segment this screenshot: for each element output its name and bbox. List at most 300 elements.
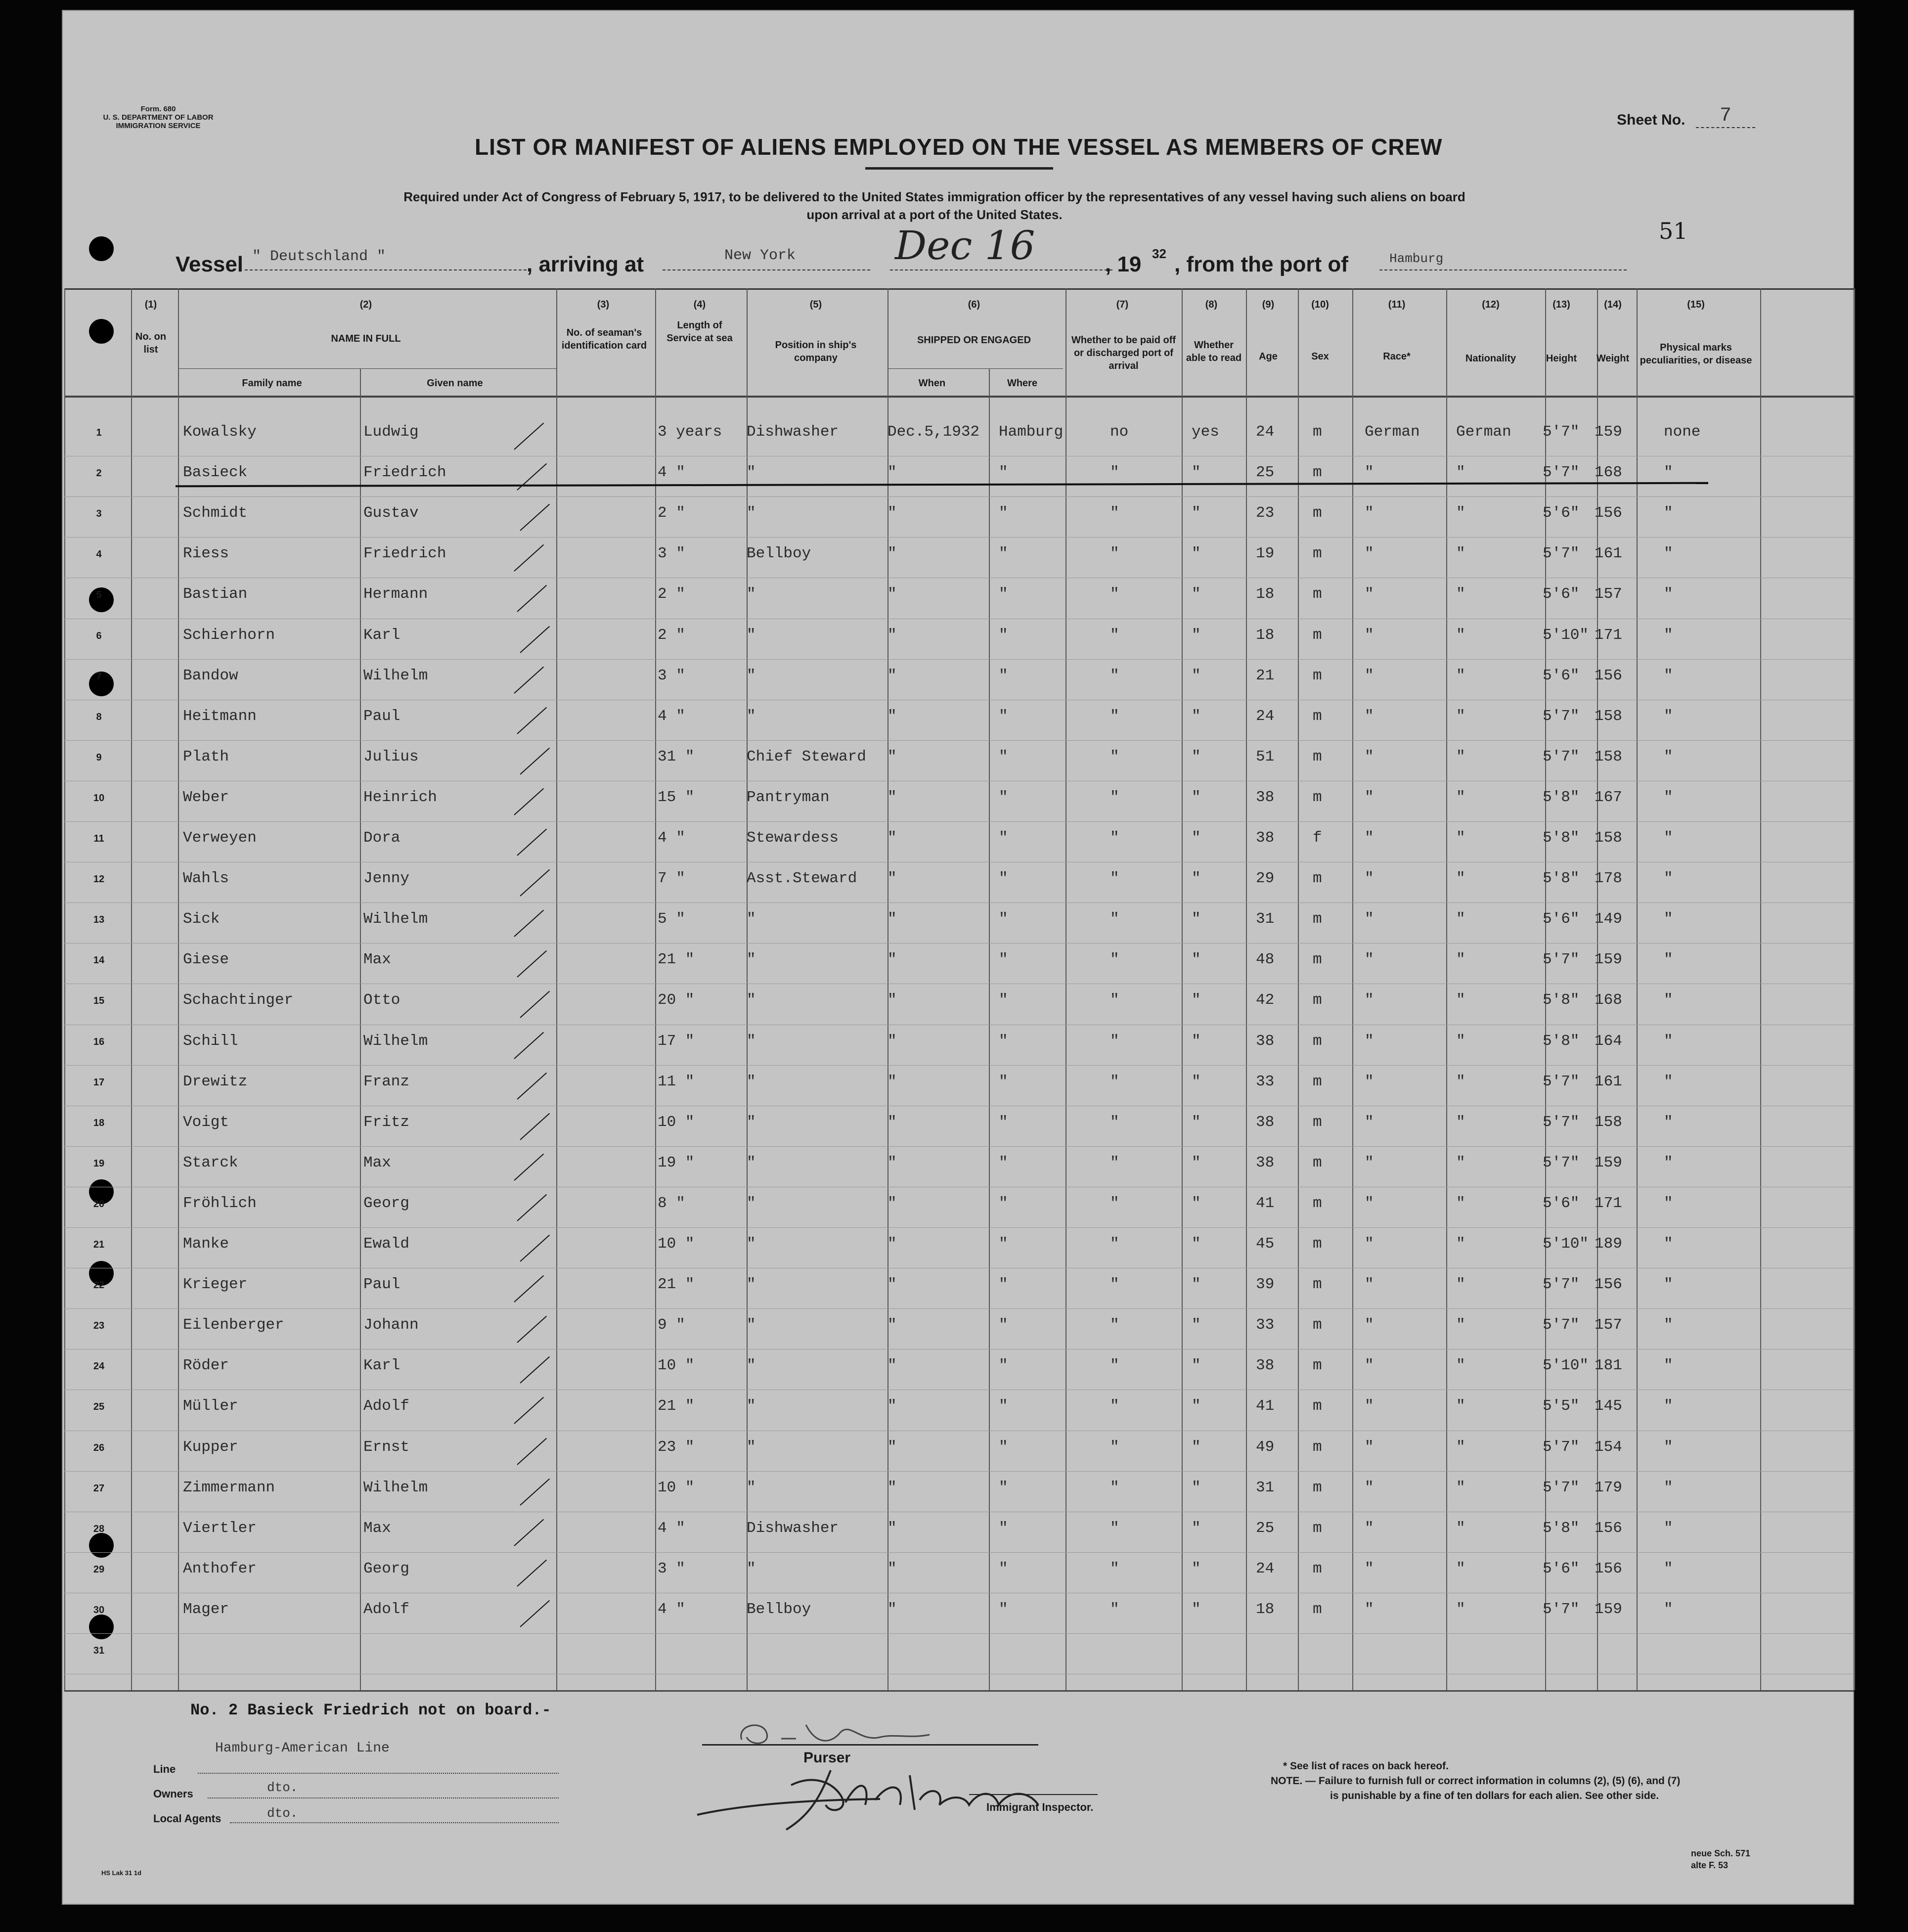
cell-race: " — [1365, 1235, 1374, 1253]
line-value: Hamburg-American Line — [215, 1741, 390, 1756]
cell-when: " — [887, 1073, 897, 1090]
col-header-height: Height — [1546, 353, 1577, 364]
cell-marks: " — [1664, 464, 1673, 482]
column-rule — [1637, 288, 1638, 1690]
cell-when: " — [887, 626, 897, 644]
column-rule — [989, 368, 990, 1690]
cell-position: Asst.Steward — [747, 870, 857, 888]
cell-read: " — [1192, 991, 1201, 1009]
col-header-weight: Weight — [1596, 353, 1630, 364]
cell-race: " — [1365, 707, 1374, 725]
print-code-old: alte F. 53 — [1691, 1860, 1729, 1870]
cell-when: " — [887, 1276, 897, 1294]
cell-where: " — [999, 1073, 1008, 1090]
cell-height: 5'7" — [1543, 423, 1580, 441]
cell-height: 5'6" — [1543, 585, 1580, 603]
cell-position: " — [747, 585, 756, 603]
cell-nat: " — [1456, 1397, 1465, 1415]
cell-position: Dishwasher — [747, 423, 839, 441]
cell-read: " — [1192, 667, 1201, 684]
cell-height: 5'6" — [1543, 910, 1580, 928]
cell-nat: " — [1456, 585, 1465, 603]
cell-given: Hermann — [363, 585, 428, 603]
cell-where: " — [999, 626, 1008, 644]
cell-length: 17 " — [658, 1032, 695, 1050]
cell-age: 31 — [1256, 1479, 1275, 1496]
cell-weight: 156 — [1595, 504, 1622, 522]
cell-given: Friedrich — [363, 545, 446, 563]
cell-race: " — [1365, 1600, 1374, 1618]
agents-underline — [230, 1822, 559, 1823]
col-header-nationality: Nationality — [1465, 353, 1516, 364]
cell-length: 4 " — [658, 829, 685, 847]
cell-position: " — [747, 1276, 756, 1294]
column-rule — [1298, 288, 1299, 1690]
cell-length: 3 " — [658, 1560, 685, 1577]
cell-weight: 178 — [1595, 870, 1622, 888]
from-port: Hamburg — [1389, 251, 1444, 266]
cell-position: Stewardess — [747, 829, 839, 847]
cell-given: Wilhelm — [363, 1479, 428, 1496]
cell-paid: " — [1110, 951, 1119, 969]
cell-age: 18 — [1256, 585, 1275, 603]
cell-race: " — [1365, 1113, 1374, 1131]
cell-length: 3 " — [658, 545, 685, 563]
arriving-port: New York — [724, 247, 796, 264]
cell-race: " — [1365, 667, 1374, 684]
cell-weight: 158 — [1595, 748, 1622, 765]
cell-nat: " — [1456, 1519, 1465, 1537]
row-number: 16 — [93, 1036, 105, 1047]
column-rule — [360, 368, 361, 1690]
cell-family: Schill — [183, 1032, 238, 1050]
cell-paid: " — [1110, 1600, 1119, 1618]
cell-height: 5'8" — [1543, 870, 1580, 888]
cell-age: 24 — [1256, 707, 1275, 725]
manifest-sheet — [62, 10, 1854, 1905]
cell-position: Dishwasher — [747, 1519, 839, 1537]
cell-sex: m — [1313, 1316, 1322, 1334]
cell-height: 5'7" — [1543, 1316, 1580, 1334]
cell-weight: 156 — [1595, 667, 1622, 684]
cell-given: Ludwig — [363, 423, 419, 441]
row-number: 18 — [93, 1117, 105, 1128]
cell-race: " — [1365, 1154, 1374, 1171]
column-rule — [64, 288, 65, 1690]
cell-length: 4 " — [658, 1519, 685, 1537]
cell-position: " — [747, 1194, 756, 1212]
cell-paid: " — [1110, 504, 1119, 522]
cell-height: 5'6" — [1543, 504, 1580, 522]
cell-paid: " — [1110, 1113, 1119, 1131]
cell-nat: " — [1456, 626, 1465, 644]
cell-position: " — [747, 910, 756, 928]
cell-where: " — [999, 1600, 1008, 1618]
year-suffix: 32 — [1152, 246, 1166, 261]
cell-family: Manke — [183, 1235, 229, 1253]
form-number: Form. 680 — [140, 105, 176, 113]
cell-nat: " — [1456, 1113, 1465, 1131]
cell-read: " — [1192, 1073, 1201, 1090]
cell-paid: " — [1110, 1154, 1119, 1171]
cell-length: 4 " — [658, 464, 685, 482]
cell-nat: " — [1456, 1600, 1465, 1618]
cell-marks: " — [1664, 1479, 1673, 1496]
cell-paid: " — [1110, 991, 1119, 1009]
cell-sex: m — [1313, 545, 1322, 563]
cell-age: 31 — [1256, 910, 1275, 928]
cell-position: " — [747, 1113, 756, 1131]
column-rule — [655, 288, 656, 1690]
cell-paid: " — [1110, 1560, 1119, 1577]
cell-read: " — [1192, 545, 1201, 563]
cell-height: 5'7" — [1543, 1438, 1580, 1456]
cell-marks: " — [1664, 951, 1673, 969]
from-port-label: , from the port of — [1174, 252, 1348, 276]
cell-read: " — [1192, 1479, 1201, 1496]
col-header-shipped: SHIPPED OR ENGAGED — [917, 335, 1031, 346]
cell-sex: m — [1313, 1194, 1322, 1212]
cell-given: Max — [363, 951, 391, 969]
cell-weight: 164 — [1595, 1032, 1622, 1050]
cell-weight: 145 — [1595, 1397, 1622, 1415]
cell-sex: m — [1313, 748, 1322, 765]
cell-sex: f — [1313, 829, 1322, 847]
shipped-subheader-rule — [887, 368, 1063, 369]
manifest-subtitle — [277, 188, 1592, 224]
row-rule — [64, 740, 1854, 741]
cell-paid: " — [1110, 1032, 1119, 1050]
cell-marks: " — [1664, 910, 1673, 928]
cell-when: " — [887, 667, 897, 684]
cell-age: 42 — [1256, 991, 1275, 1009]
cell-marks: " — [1664, 1113, 1673, 1131]
cell-given: Paul — [363, 707, 400, 725]
cell-when: " — [887, 870, 897, 888]
cell-weight: 156 — [1595, 1519, 1622, 1537]
cell-given: Wilhelm — [363, 1032, 428, 1050]
cell-family: Schmidt — [183, 504, 248, 522]
cell-read: " — [1192, 910, 1201, 928]
cell-height: 5'6" — [1543, 1194, 1580, 1212]
cell-length: 10 " — [658, 1479, 695, 1496]
cell-race: " — [1365, 545, 1374, 563]
col-header-given-name: Given name — [427, 378, 483, 389]
cell-when: " — [887, 1479, 897, 1496]
row-number: 29 — [93, 1564, 105, 1575]
cell-when: " — [887, 1397, 897, 1415]
cell-read: " — [1192, 1113, 1201, 1131]
row-rule — [64, 1471, 1854, 1472]
row-rule — [64, 1227, 1854, 1228]
cell-position: " — [747, 1560, 756, 1577]
cell-race: " — [1365, 1397, 1374, 1415]
col-num-3: (3) — [597, 299, 610, 310]
cell-height: 5'10" — [1543, 1235, 1589, 1253]
cell-read: " — [1192, 1519, 1201, 1537]
subtitle-line-2: upon arrival at a port of the United States. — [806, 207, 1063, 222]
sheet-number-label: Sheet No. — [1617, 112, 1686, 128]
cell-length: 2 " — [658, 504, 685, 522]
cell-height: 5'7" — [1543, 545, 1580, 563]
cell-nat: " — [1456, 910, 1465, 928]
cell-weight: 171 — [1595, 1194, 1622, 1212]
cell-position: Chief Steward — [747, 748, 866, 765]
cell-marks: " — [1664, 1194, 1673, 1212]
cell-race: " — [1365, 788, 1374, 806]
row-number: 5 — [96, 589, 102, 601]
header-bottom-rule — [64, 396, 1854, 398]
cell-read: " — [1192, 1235, 1201, 1253]
binder-hole — [89, 319, 114, 344]
cell-marks: " — [1664, 829, 1673, 847]
cell-weight: 156 — [1595, 1276, 1622, 1294]
cell-length: 21 " — [658, 1276, 695, 1294]
cell-read: " — [1192, 829, 1201, 847]
cell-marks: " — [1664, 1600, 1673, 1618]
cell-weight: 159 — [1595, 423, 1622, 441]
cell-sex: m — [1313, 870, 1322, 888]
cell-marks: " — [1664, 1235, 1673, 1253]
cell-given: Adolf — [363, 1600, 410, 1618]
cell-race: " — [1365, 910, 1374, 928]
cell-race: " — [1365, 1032, 1374, 1050]
cell-sex: m — [1313, 1276, 1322, 1294]
row-rule — [64, 496, 1854, 497]
cell-paid: " — [1110, 464, 1119, 482]
cell-marks: " — [1664, 545, 1673, 563]
cell-nat: " — [1456, 1276, 1465, 1294]
cell-weight: 154 — [1595, 1438, 1622, 1456]
cell-length: 10 " — [658, 1113, 695, 1131]
cell-nat: " — [1456, 788, 1465, 806]
cell-paid: " — [1110, 545, 1119, 563]
col-header-race: Race* — [1383, 351, 1411, 362]
cell-given: Franz — [363, 1073, 410, 1090]
row-rule — [64, 821, 1854, 822]
local-agents-label: Local Agents — [153, 1812, 222, 1825]
cell-position: " — [747, 991, 756, 1009]
cell-age: 24 — [1256, 423, 1275, 441]
cell-length: 7 " — [658, 870, 685, 888]
title-rule — [865, 167, 1053, 170]
row-number: 28 — [93, 1523, 105, 1534]
col-num-13: (13) — [1553, 299, 1570, 310]
cell-length: 4 " — [658, 1600, 685, 1618]
cell-nat: " — [1456, 1073, 1465, 1090]
cell-age: 25 — [1256, 1519, 1275, 1537]
cell-where: " — [999, 707, 1008, 725]
cell-paid: " — [1110, 1235, 1119, 1253]
table-bottom-rule — [64, 1690, 1854, 1692]
cell-race: " — [1365, 1357, 1374, 1375]
cell-age: 41 — [1256, 1397, 1275, 1415]
cell-where: " — [999, 1479, 1008, 1496]
cell-marks: " — [1664, 1519, 1673, 1537]
row-number: 12 — [93, 874, 105, 885]
cell-given: Gustav — [363, 504, 419, 522]
cell-nat: " — [1456, 504, 1465, 522]
column-rule — [1065, 288, 1066, 1690]
inspector-line — [969, 1794, 1098, 1795]
col-header-sex: Sex — [1311, 351, 1329, 362]
cell-where: " — [999, 910, 1008, 928]
sheet-number: 7 — [1696, 105, 1755, 128]
cell-read: " — [1192, 1032, 1201, 1050]
cell-paid: " — [1110, 585, 1119, 603]
cell-given: Wilhelm — [363, 667, 428, 684]
binder-hole — [89, 1533, 114, 1558]
cell-nat: " — [1456, 1032, 1465, 1050]
col-header-able-read: Whether able to read — [1186, 340, 1242, 363]
cell-paid: " — [1110, 910, 1119, 928]
cell-sex: m — [1313, 667, 1322, 684]
cell-age: 18 — [1256, 1600, 1275, 1618]
cell-race: " — [1365, 829, 1374, 847]
column-rule — [1182, 288, 1183, 1690]
row-number: 26 — [93, 1442, 105, 1453]
cell-marks: " — [1664, 1276, 1673, 1294]
cell-age: 38 — [1256, 788, 1275, 806]
subtitle-line-1: Required under Act of Congress of February 5, 1917, to be delivered to the United States immigration officer by the representatives of any vessel having such aliens on board — [403, 189, 1465, 204]
cell-read: " — [1192, 1397, 1201, 1415]
row-number: 15 — [93, 995, 105, 1007]
binder-hole — [89, 236, 114, 261]
form-identifier — [99, 105, 218, 130]
cell-sex: m — [1313, 788, 1322, 806]
cell-marks: " — [1664, 1154, 1673, 1171]
cell-family: Mager — [183, 1600, 229, 1618]
cell-nat: " — [1456, 951, 1465, 969]
cell-race: German — [1365, 423, 1420, 441]
col-num-12: (12) — [1482, 299, 1500, 310]
column-rule — [1854, 288, 1855, 1690]
cell-age: 45 — [1256, 1235, 1275, 1253]
cell-sex: m — [1313, 991, 1322, 1009]
cell-age: 51 — [1256, 748, 1275, 765]
col-header-age: Age — [1259, 351, 1278, 362]
cell-read: " — [1192, 626, 1201, 644]
cell-when: " — [887, 1519, 897, 1537]
cell-where: " — [999, 991, 1008, 1009]
cell-when: " — [887, 1235, 897, 1253]
cell-length: 2 " — [658, 585, 685, 603]
cell-sex: m — [1313, 585, 1322, 603]
cell-where: " — [999, 464, 1008, 482]
cell-position: " — [747, 464, 756, 482]
cell-when: " — [887, 1032, 897, 1050]
cell-given: Dora — [363, 829, 400, 847]
year-prefix: , 19 — [1105, 252, 1142, 276]
cell-height: 5'8" — [1543, 788, 1580, 806]
row-number: 11 — [93, 833, 104, 844]
cell-race: " — [1365, 991, 1374, 1009]
row-number: 10 — [93, 792, 105, 804]
cell-family: Verweyen — [183, 829, 257, 847]
row-number: 9 — [96, 752, 102, 763]
cell-given: Max — [363, 1519, 391, 1537]
cell-race: " — [1365, 748, 1374, 765]
row-number: 4 — [96, 549, 102, 560]
cell-height: 5'7" — [1543, 1479, 1580, 1496]
cell-read: " — [1192, 464, 1201, 482]
row-rule — [64, 1146, 1854, 1147]
row-number: 3 — [96, 508, 102, 520]
col-num-6: (6) — [968, 299, 980, 310]
cell-family: Krieger — [183, 1276, 248, 1294]
cell-race: " — [1365, 1316, 1374, 1334]
cell-age: 39 — [1256, 1276, 1275, 1294]
cell-race: " — [1365, 464, 1374, 482]
cell-race: " — [1365, 1479, 1374, 1496]
line-underline — [198, 1773, 559, 1774]
cell-family: Wahls — [183, 870, 229, 888]
cell-when: " — [887, 910, 897, 928]
cell-age: 33 — [1256, 1316, 1275, 1334]
cell-age: 29 — [1256, 870, 1275, 888]
cell-given: Adolf — [363, 1397, 410, 1415]
purser-label: Purser — [803, 1750, 851, 1766]
cell-age: 48 — [1256, 951, 1275, 969]
row-number: 6 — [96, 630, 102, 641]
cell-marks: " — [1664, 870, 1673, 888]
cell-marks: " — [1664, 1560, 1673, 1577]
cell-weight: 159 — [1595, 1154, 1622, 1171]
cell-race: " — [1365, 1519, 1374, 1537]
page-number: 51 — [1659, 218, 1688, 244]
cell-height: 5'6" — [1543, 1560, 1580, 1577]
cell-when: " — [887, 951, 897, 969]
cell-read: " — [1192, 504, 1201, 522]
row-rule — [64, 1065, 1854, 1066]
cell-family: Heitmann — [183, 707, 257, 725]
cell-height: 5'7" — [1543, 951, 1580, 969]
cell-given: Otto — [363, 991, 400, 1009]
cell-where: " — [999, 1235, 1008, 1253]
row-number: 13 — [93, 914, 105, 926]
cell-family: Basieck — [183, 464, 248, 482]
cell-length: 20 " — [658, 991, 695, 1009]
cell-position: " — [747, 1073, 756, 1090]
owners-underline — [208, 1797, 559, 1798]
arriving-label: , arriving at — [527, 252, 644, 276]
purser-signature — [732, 1715, 999, 1754]
cell-height: 5'7" — [1543, 1113, 1580, 1131]
cell-length: 4 " — [658, 707, 685, 725]
cell-race: " — [1365, 870, 1374, 888]
cell-height: 5'7" — [1543, 748, 1580, 765]
cell-nat: " — [1456, 1194, 1465, 1212]
cell-read: " — [1192, 707, 1201, 725]
cell-read: " — [1192, 1438, 1201, 1456]
cell-read: " — [1192, 748, 1201, 765]
cell-height: 5'7" — [1543, 464, 1580, 482]
binder-hole — [89, 1615, 114, 1639]
cell-age: 41 — [1256, 1194, 1275, 1212]
cell-where: " — [999, 748, 1008, 765]
cell-height: 5'8" — [1543, 1032, 1580, 1050]
cell-when: " — [887, 1113, 897, 1131]
cell-read: " — [1192, 1316, 1201, 1334]
cell-age: 38 — [1256, 829, 1275, 847]
cell-sex: m — [1313, 910, 1322, 928]
table-top-rule — [64, 288, 1854, 290]
cell-where: " — [999, 1397, 1008, 1415]
cell-given: Heinrich — [363, 788, 437, 806]
cell-given: Ewald — [363, 1235, 410, 1253]
cell-age: 38 — [1256, 1154, 1275, 1171]
cell-paid: " — [1110, 1479, 1119, 1496]
